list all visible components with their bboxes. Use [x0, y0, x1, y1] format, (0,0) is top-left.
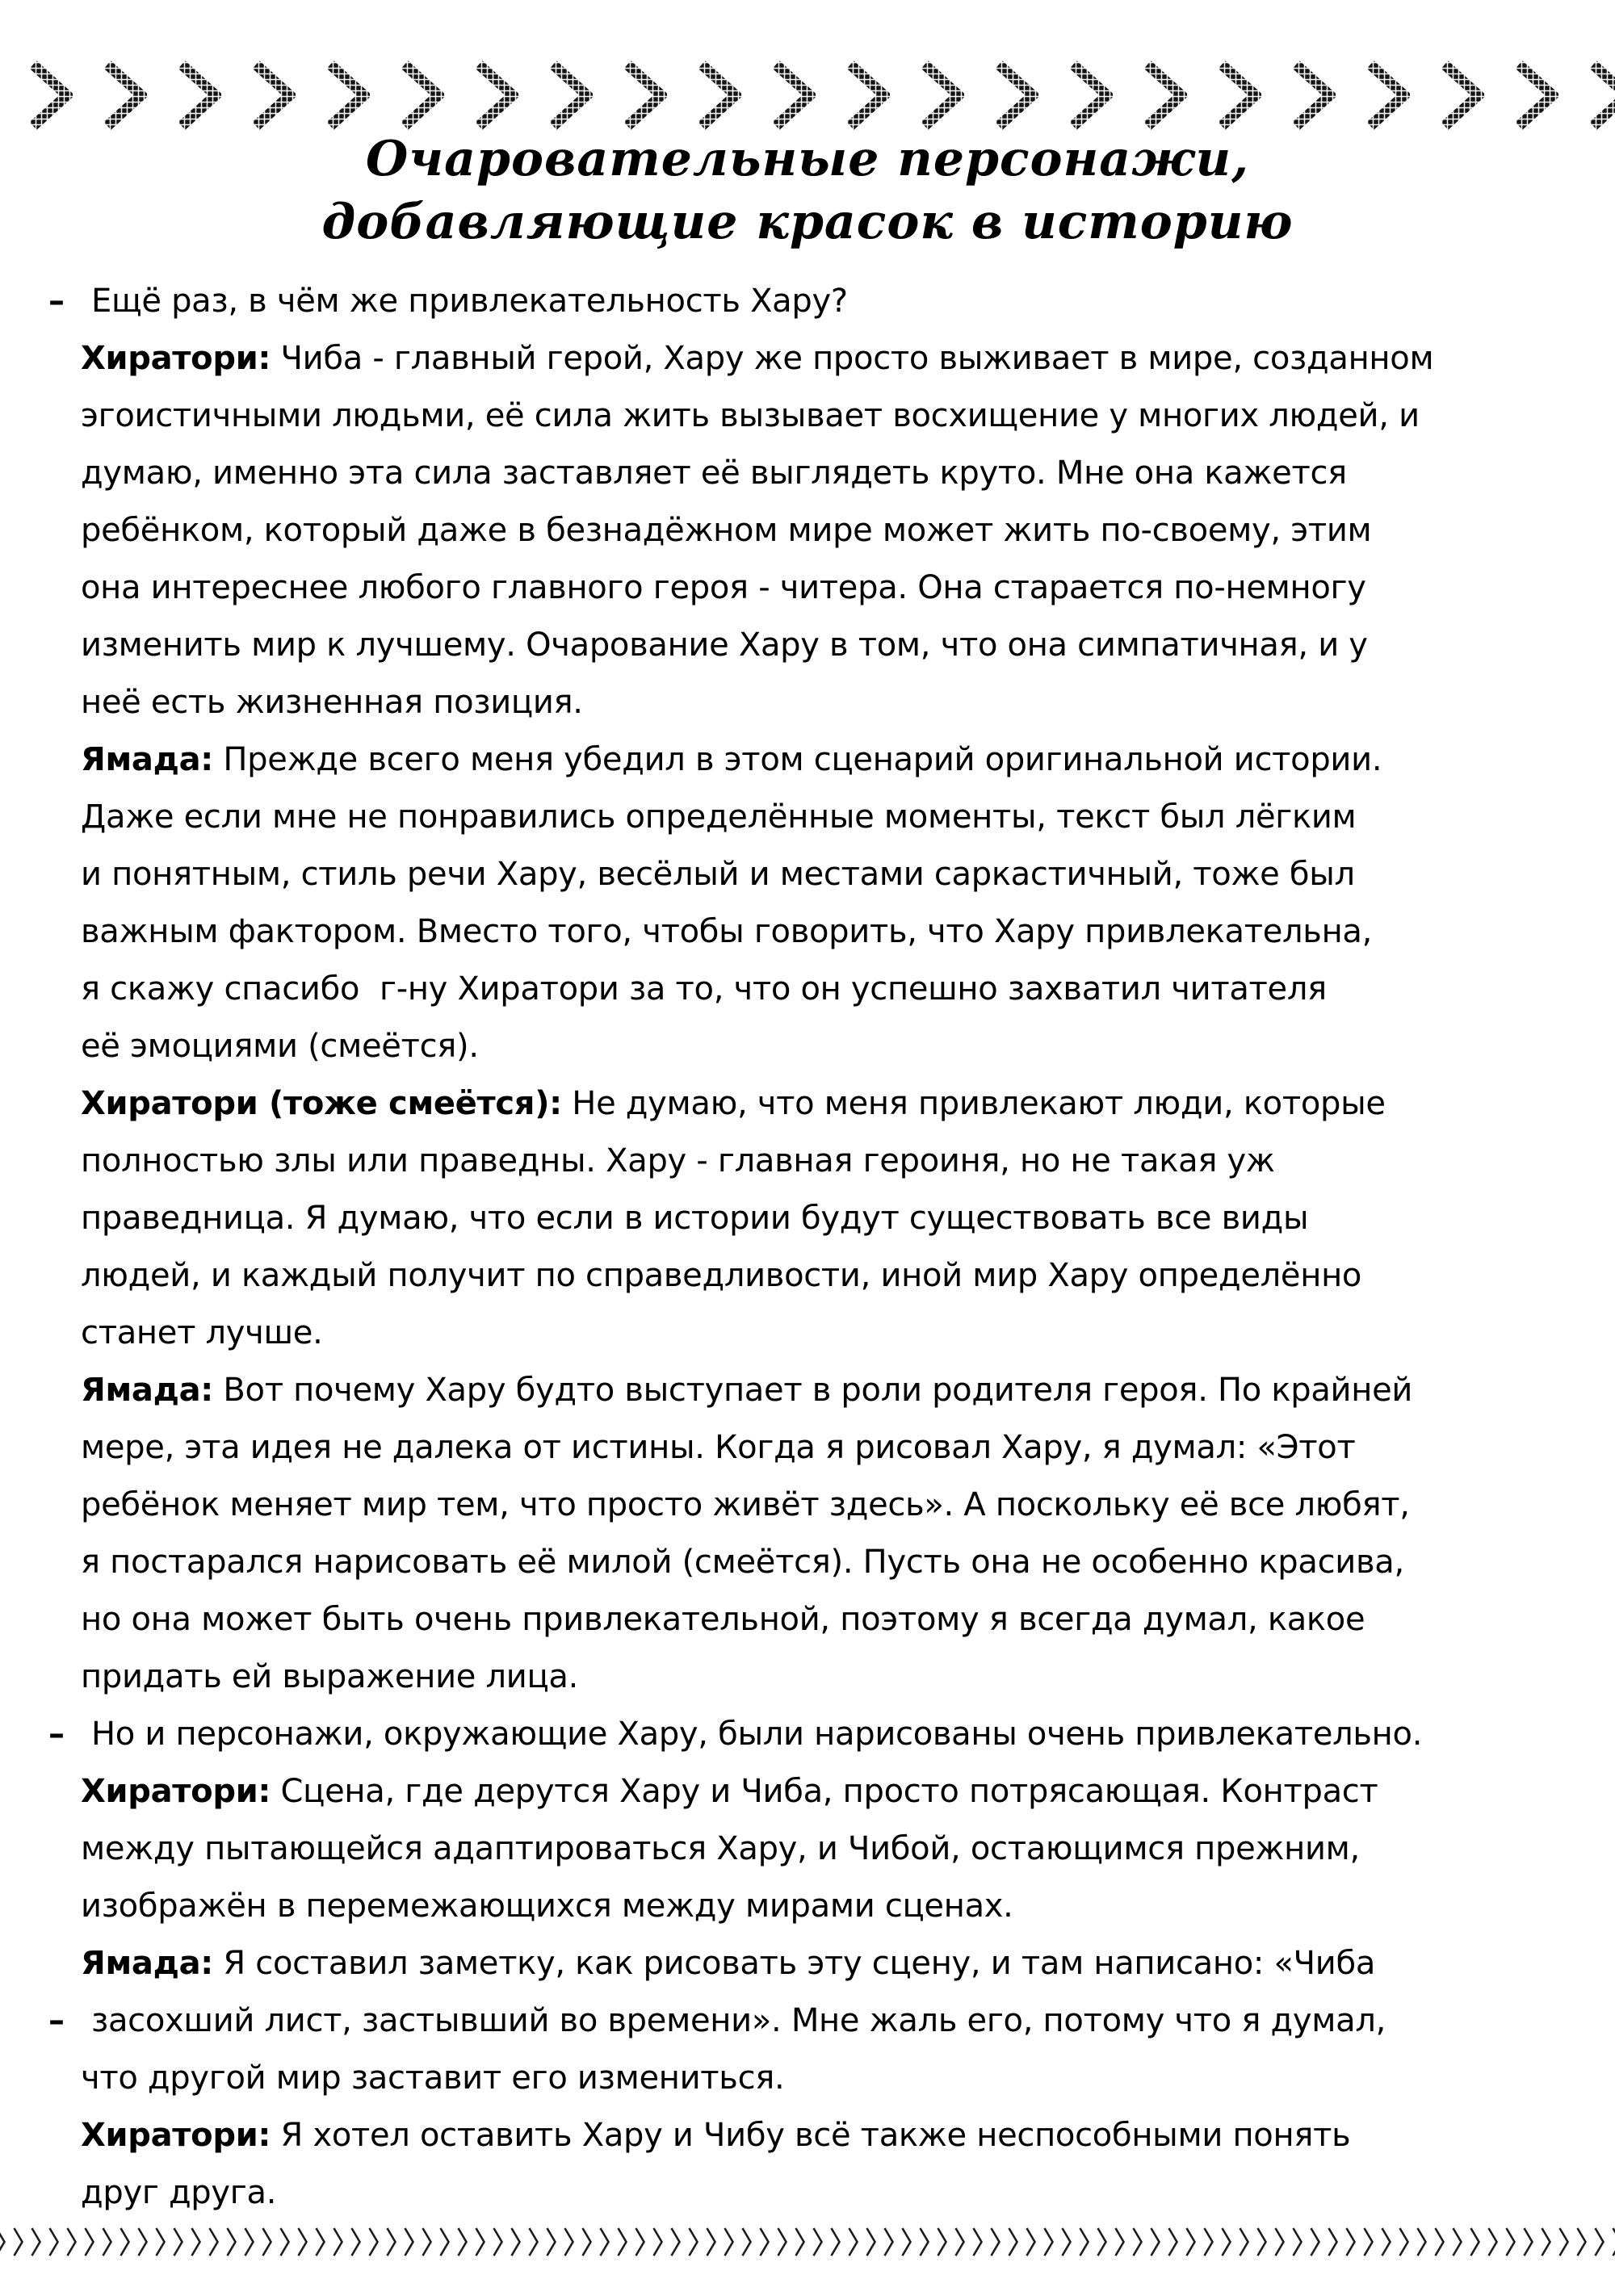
text-segment: но она может быть очень привлекательной, поэтому я всегда думал, какое [81, 1601, 1365, 1638]
chevron-icon [1504, 2227, 1516, 2257]
text-line [81, 1763, 1583, 1820]
chevron-icon [1167, 2227, 1179, 2257]
chevron-icon [847, 2227, 859, 2257]
chevron-icon [1611, 2227, 1615, 2257]
chevron-icon [634, 2227, 646, 2257]
chevron-icon [102, 60, 147, 131]
chevron-icon [510, 2227, 522, 2257]
page-title-line-2: добавляющие красок в историю [321, 194, 1294, 250]
chevron-icon [403, 2227, 415, 2257]
text-line [81, 1935, 1583, 1992]
chevron-icon [900, 2227, 912, 2257]
interview-text [48, 273, 1583, 2222]
top-chevron-border [0, 60, 1615, 134]
chevron-icon [1007, 2227, 1019, 2257]
chevron-icon [1114, 2227, 1126, 2257]
chevron-icon [622, 60, 667, 131]
text-segment: изменить мир к лучшему. Очарование Хару в том, что она симпатичная, и у [81, 626, 1368, 664]
text-line [81, 1305, 1583, 1362]
chevron-icon [367, 2227, 380, 2257]
chevron-icon [1220, 2227, 1232, 2257]
text-segment: и понятным, стиль речи Хару, весёлый и местами саркастичный, тоже был [81, 856, 1355, 893]
chevron-icon [1487, 2227, 1499, 2257]
text-line [48, 1706, 1583, 1763]
text-segment: Ещё раз, в чём же привлекательность Хару? [91, 283, 848, 320]
speaker-name: Ямада: [81, 741, 213, 778]
chevron-icon [438, 2227, 451, 2257]
text-line [81, 1133, 1583, 1190]
speaker-name: Хиратори: [81, 2117, 271, 2154]
chevron-icon [1238, 2227, 1250, 2257]
text-segment: думаю, именно эта сила заставляет её выглядеть круто. Мне она кажется [81, 455, 1347, 492]
chevron-icon [1362, 2227, 1374, 2257]
text-segment: я скажу спасибо г-ну Хиратори за то, что он успешно захватил читателя [81, 970, 1327, 1008]
chevron-icon [954, 2227, 966, 2257]
chevron-icon [225, 2227, 237, 2257]
chevron-icon [936, 2227, 948, 2257]
chevron-icon [1202, 2227, 1214, 2257]
chevron-icon [1575, 2227, 1588, 2257]
chevron-icon [616, 2227, 628, 2257]
chevron-icon [1380, 2227, 1392, 2257]
chevron-icon [547, 60, 593, 131]
chevron-icon [1593, 2227, 1605, 2257]
text-line [81, 502, 1583, 559]
text-segment: ребёнок меняет мир тем, что просто живёт здесь». А поскольку её все любят, [81, 1486, 1410, 1523]
text-line [81, 330, 1583, 388]
chevron-icon [1068, 60, 1113, 131]
chevron-icon [1185, 2227, 1197, 2257]
text-line [81, 2164, 1583, 2222]
chevron-icon [1142, 60, 1187, 131]
text-segment: её эмоциями (смеётся). [81, 1028, 479, 1065]
chevron-icon [1216, 60, 1261, 131]
text-line [81, 2107, 1583, 2164]
chevron-icon [776, 2227, 788, 2257]
chevron-icon [296, 2227, 308, 2257]
chevron-icon [136, 2227, 149, 2257]
chevron-icon [172, 2227, 184, 2257]
text-segment: Даже если мне не понравились определённые моменты, текст был лёгким [81, 798, 1357, 836]
text-line [81, 388, 1583, 445]
text-line [81, 731, 1583, 789]
chevron-icon [989, 2227, 1001, 2257]
chevron-icon [669, 2227, 682, 2257]
text-line [81, 961, 1583, 1018]
text-segment: засохший лист, застывший во времени». Мне жаль его, потому что я думал, [91, 2002, 1386, 2039]
chevron-icon [918, 2227, 930, 2257]
text-segment: между пытающейся адаптироваться Хару, и Чибой, остающимся прежним, [81, 1830, 1360, 1867]
chevron-icon [1540, 2227, 1552, 2257]
chevron-icon [119, 2227, 131, 2257]
text-segment: важным фактором. Вместо того, чтобы говорить, что Хару привлекательна, [81, 913, 1373, 950]
speaker-name: Ямада: [81, 1372, 213, 1409]
text-segment: станет лучше. [81, 1314, 323, 1351]
text-segment: Прежде всего меня убедил в этом сценарий оригинальной истории. [212, 741, 1382, 778]
chevron-icon [1309, 2227, 1321, 2257]
speaker-name: Хиратори: [81, 1773, 271, 1810]
chevron-icon [101, 2227, 113, 2257]
text-segment: ребёнком, который даже в безнадёжном мире может жить по-своему, этим [81, 512, 1372, 549]
chevron-icon [1327, 2227, 1339, 2257]
text-segment: она интереснее любого главного героя - читера. Она старается по-немногу [81, 569, 1366, 606]
chevron-icon [1149, 2227, 1161, 2257]
text-line [81, 1534, 1583, 1591]
chevron-icon [919, 60, 964, 131]
chevron-icon [845, 60, 890, 131]
chevron-icon [1416, 2227, 1428, 2257]
chevron-icon [687, 2227, 699, 2257]
chevron-icon [971, 2227, 984, 2257]
speaker-name: Ямада: [81, 1945, 213, 1982]
speaker-name: Хиратори: [81, 340, 271, 377]
chevron-icon [350, 2227, 362, 2257]
chevron-icon [0, 2227, 6, 2257]
chevron-icon [696, 60, 741, 131]
chevron-icon [812, 2227, 824, 2257]
chevron-icon [1060, 2227, 1072, 2257]
text-segment: Я составил заметку, как рисовать эту сцену, и там написано: «Чиба [212, 1945, 1376, 1982]
chevron-icon [456, 2227, 468, 2257]
question-dash: – [48, 2002, 65, 2039]
chevron-icon [314, 2227, 326, 2257]
chevron-icon [190, 2227, 202, 2257]
text-line [81, 1018, 1583, 1075]
text-line [81, 2050, 1583, 2107]
text-line [81, 1649, 1583, 1706]
chevron-icon [1451, 2227, 1463, 2257]
chevron-icon [1096, 2227, 1108, 2257]
text-segment: эгоистичными людьми, её сила жить вызывает восхищение у многих людей, и [81, 397, 1420, 434]
chevron-icon [1290, 60, 1336, 131]
text-segment: Но и персонажи, окружающие Хару, были нарисованы очень привлекательно. [91, 1716, 1423, 1753]
text-segment: что другой мир заставит его измениться. [81, 2059, 785, 2097]
text-segment: Вот почему Хару будто выступает в роли родителя героя. По крайней [212, 1372, 1413, 1409]
chevron-icon [399, 60, 444, 131]
chevron-icon [1273, 2227, 1286, 2257]
chevron-icon [176, 60, 221, 131]
text-line [81, 445, 1583, 502]
text-line [81, 1247, 1583, 1305]
chevron-icon [993, 60, 1038, 131]
chevron-icon [83, 2227, 95, 2257]
text-segment: изображён в перемежающихся между мирами сценах. [81, 1887, 1013, 1925]
chevron-icon [1256, 2227, 1268, 2257]
chevron-icon [27, 60, 73, 131]
text-line [81, 1591, 1583, 1649]
chevron-icon [1469, 2227, 1481, 2257]
text-segment: Сцена, где дерутся Хару и Чиба, просто потрясающая. Контраст [271, 1773, 1378, 1810]
text-segment: придать ей выражение лица. [81, 1658, 579, 1695]
chevron-icon [1588, 60, 1615, 131]
chevron-icon [1365, 60, 1410, 131]
chevron-icon [250, 60, 296, 131]
chevron-icon [421, 2227, 433, 2257]
bottom-chevron-border [0, 2227, 1615, 2260]
chevron-icon [598, 2227, 610, 2257]
chevron-icon [48, 2227, 60, 2257]
text-line [81, 1419, 1583, 1477]
text-segment: людей, и каждый получит по справедливости, иной мир Хару определённо [81, 1257, 1362, 1294]
chevron-icon [65, 2227, 78, 2257]
chevron-icon [1291, 2227, 1303, 2257]
text-segment: друг друга. [81, 2174, 277, 2211]
chevron-icon [1513, 60, 1558, 131]
text-line [48, 1992, 1583, 2050]
chevron-icon [705, 2227, 717, 2257]
text-line [81, 1075, 1583, 1133]
chevron-icon [473, 60, 518, 131]
question-dash: – [48, 283, 65, 320]
chevron-icon [581, 2227, 593, 2257]
page-title-line-1: Очаровательные персонажи, [365, 131, 1250, 187]
chevron-icon [12, 2227, 24, 2257]
chevron-icon [545, 2227, 557, 2257]
chevron-icon [385, 2227, 397, 2257]
text-line [81, 1190, 1583, 1247]
text-segment: праведница. Я думаю, что если в истории будут существовать все виды [81, 1200, 1309, 1237]
chevron-icon [770, 60, 816, 131]
chevron-icon [1558, 2227, 1570, 2257]
text-line [81, 674, 1583, 731]
chevron-icon [243, 2227, 255, 2257]
chevron-icon [563, 2227, 575, 2257]
text-segment: Я хотел оставить Хару и Чибу всё также неспособными понять [271, 2117, 1351, 2154]
text-segment: полностью злы или праведны. Хару - главная героиня, но не такая уж [81, 1142, 1275, 1179]
text-line [81, 617, 1583, 674]
chevron-icon [1344, 2227, 1357, 2257]
page-title [0, 128, 1615, 253]
text-segment: мере, эта идея не далека от истины. Когда я рисовал Хару, я думал: «Этот [81, 1429, 1356, 1466]
chevron-icon [492, 2227, 504, 2257]
chevron-icon [1522, 2227, 1534, 2257]
text-line [81, 1820, 1583, 1878]
chevron-icon [829, 2227, 841, 2257]
text-line [81, 559, 1583, 617]
chevron-icon [723, 2227, 735, 2257]
chevron-icon [527, 2227, 539, 2257]
chevron-icon [325, 60, 370, 131]
chevron-icon [794, 2227, 806, 2257]
text-segment: я постарался нарисовать её милой (смеётся). Пусть она не особенно красива, [81, 1544, 1404, 1581]
chevron-icon [1042, 2227, 1055, 2257]
chevron-icon [758, 2227, 770, 2257]
chevron-icon [740, 2227, 753, 2257]
chevron-icon [474, 2227, 486, 2257]
text-line [48, 273, 1583, 330]
chevron-icon [1433, 2227, 1445, 2257]
chevron-icon [1078, 2227, 1090, 2257]
chevron-icon [332, 2227, 344, 2257]
text-line [81, 789, 1583, 846]
text-line [81, 1878, 1583, 1935]
chevron-icon [865, 2227, 877, 2257]
chevron-icon [30, 2227, 42, 2257]
text-segment: неё есть жизненная позиция. [81, 684, 583, 721]
chevron-icon [208, 2227, 220, 2257]
chevron-icon [1398, 2227, 1410, 2257]
text-line [81, 1362, 1583, 1419]
question-dash: – [48, 1716, 65, 1753]
chevron-icon [154, 2227, 166, 2257]
text-line [81, 1477, 1583, 1534]
text-line [81, 846, 1583, 903]
chevron-icon [1025, 2227, 1037, 2257]
chevron-icon [652, 2227, 664, 2257]
chevron-icon [261, 2227, 273, 2257]
text-segment: Не думаю, что меня привлекают люди, которые [561, 1085, 1386, 1122]
chevron-icon [1131, 2227, 1143, 2257]
chevron-icon [279, 2227, 291, 2257]
speaker-name: Хиратори (тоже смеётся): [81, 1085, 562, 1122]
text-line [81, 903, 1583, 961]
text-segment: Чиба - главный герой, Хару же просто выживает в мире, созданном [271, 340, 1434, 377]
chevron-icon [883, 2227, 895, 2257]
chevron-icon [1439, 60, 1484, 131]
